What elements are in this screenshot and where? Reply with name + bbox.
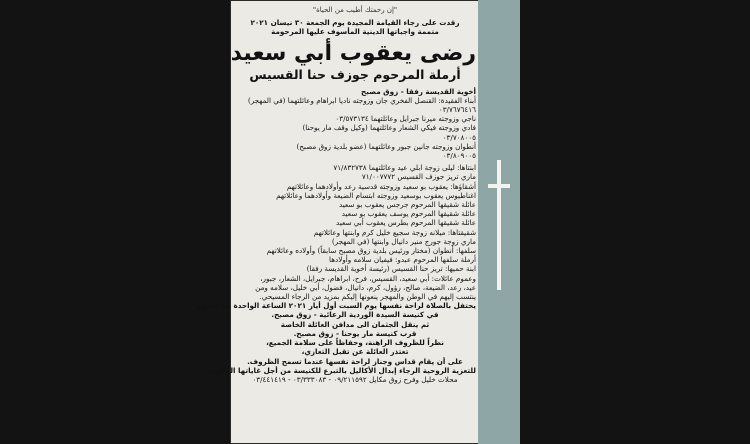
- text-line: ابنة حميها: تريز حنا القسيس (رئيسة أخوية القديسة رفقا): [306, 264, 476, 274]
- text-line: ينتسب إليهم في الوطن والمهجر ينعونها إليكم بمزيد من الرجاء المسيحي.: [259, 292, 476, 302]
- quote: "إن رحمتك أطيب من الحياة": [312, 6, 398, 14]
- intro-line: رقدت على رجاء القيامة المجيدة يوم الجمعة ٣٠ نيسان ٢٠٢١: [250, 18, 460, 28]
- text-line: نظراً للظروف الراهنة، وحفاظاً على سلامة الجميع،: [266, 338, 444, 348]
- text-line: قرب كنيسة مار يوحنا - زوق مصبح.: [293, 328, 417, 338]
- text-line: ابنتاها: ليلى زوجة ابلي عيد وعائلتهما ٧١/٨٣٢٧٣٨: [333, 163, 476, 173]
- text-line: ٠٣/٧٠٨٠٠٥: [442, 132, 476, 142]
- text-line: تعتذر العائلة عن تقبل التعازي،: [301, 347, 409, 357]
- text-line: سلفها: أنطوان (مختار ورئيس بلدية زوق مصبح سابقاً) وأولاده وعائلاتهم: [266, 246, 476, 256]
- text-line: أبناء الفقيدة: القنصل الفخري جان وزوجته ناديا ابراهام وعائلتهما (في المهجر): [247, 95, 476, 105]
- text-line: في كنيسة السيدة الوردية الرعائية - زوق مصبح.: [271, 310, 439, 320]
- text-line: للتعزية الروحية الرجاء إبدال الأكاليل بالتبرع للكنيسة من أجل غاياتها الرعوية.: [206, 365, 476, 375]
- text-line: ٠٣/٧٦٧٦٤١٦: [438, 105, 476, 115]
- text-line: عيد، رعد، الضيعة، صالح، رؤول، كرم، دانيال، فضول، أبي خليل، سلامه ومن: [255, 282, 476, 292]
- text-line: عائلة شقيقها المرحوم جرجس يعقوب بو سعيد: [338, 200, 476, 210]
- deceased-name: رضى يعقوب أبي سعيد: [230, 40, 476, 66]
- text-line: ماري زوجة جورج منير دانيال وابنتها (في المهجر): [331, 236, 476, 246]
- intro-line: متممة واجباتها الدينية المأسوف عليها المرحومة: [271, 27, 439, 37]
- text-line: ماري تريز جوزف القسيس ٧١/٠٠٧٧٧٢: [361, 172, 476, 182]
- deceased-subtitle: أرملة المرحوم جوزف حنا القسيس: [249, 66, 461, 82]
- mourners-list: [196, 86, 476, 385]
- text-line: ناجي وزوجته ميرنا جبرايل وعائلتهما ٠٣/٥٧٣١٣٤: [335, 114, 476, 124]
- text-line: أشقاؤها: يعقوب بو سعيد وزوجته قدسية رعد وأولادهما وعائلاتهم: [286, 181, 476, 191]
- obituary-text: [196, 6, 476, 444]
- text-line: أرملة سلفها المرحوم عبدو: فيفيان سلامه وأولادها: [329, 255, 476, 265]
- text-line: شقيقتاها: ميلانه زوجة سجيع خليل كرم وابنتها وعائلاتهم: [313, 227, 476, 237]
- text-line: اغناطيوس يعقوب بوسعيد وزوجته ابتسام الضيعة وأولادهما وعائلاتهم: [276, 190, 476, 200]
- text-line: أنطوان وزوجته جانين جبور وعائلتهما (عضو بلدية زوق مصبح): [296, 141, 476, 151]
- text-line: يحتفل بالصلاة لراحة نفسها يوم السبت أول أيار ٢٠٢١ الساعة الواحدة بعد الظهر: [196, 301, 476, 311]
- text-line: ثم ينقل الجثمان الى مدافن العائلة الخاصة: [280, 319, 430, 329]
- text-line: أخوية القديسة رفقا - زوق مصبح: [361, 86, 476, 96]
- text-line: وعموم عائلات: أبي سعيد، القسيس، فرح، ابراهام، جبرايل، الشعار، جبور،: [260, 273, 476, 283]
- text-line: فادي وزوجته فيكي الشعار وعائلتهما (وكيل وقف مار يوحنا): [302, 123, 476, 133]
- cross-icon: [488, 160, 510, 290]
- text-line: عائلة شقيقها المرحوم بطرس يعقوب أبي سعيد: [336, 218, 476, 228]
- text-line: عائلة شقيقها المرحوم يوسف يعقوب بو سعيد: [341, 209, 476, 219]
- text-line: محلات خليل وفرح زوق مكايل ٠٩/٢١١٥٩٢ - ٠٣/٣٣٣٠٨٣ - ٠٣/٤٤١٤١٩: [252, 374, 458, 384]
- text-line: على أن يقام قداس وجناز لراحة نفسها عندما تسمح الظروف.: [247, 356, 463, 366]
- text-line: ٠٣/٨٠٩٠٠٥: [442, 151, 476, 161]
